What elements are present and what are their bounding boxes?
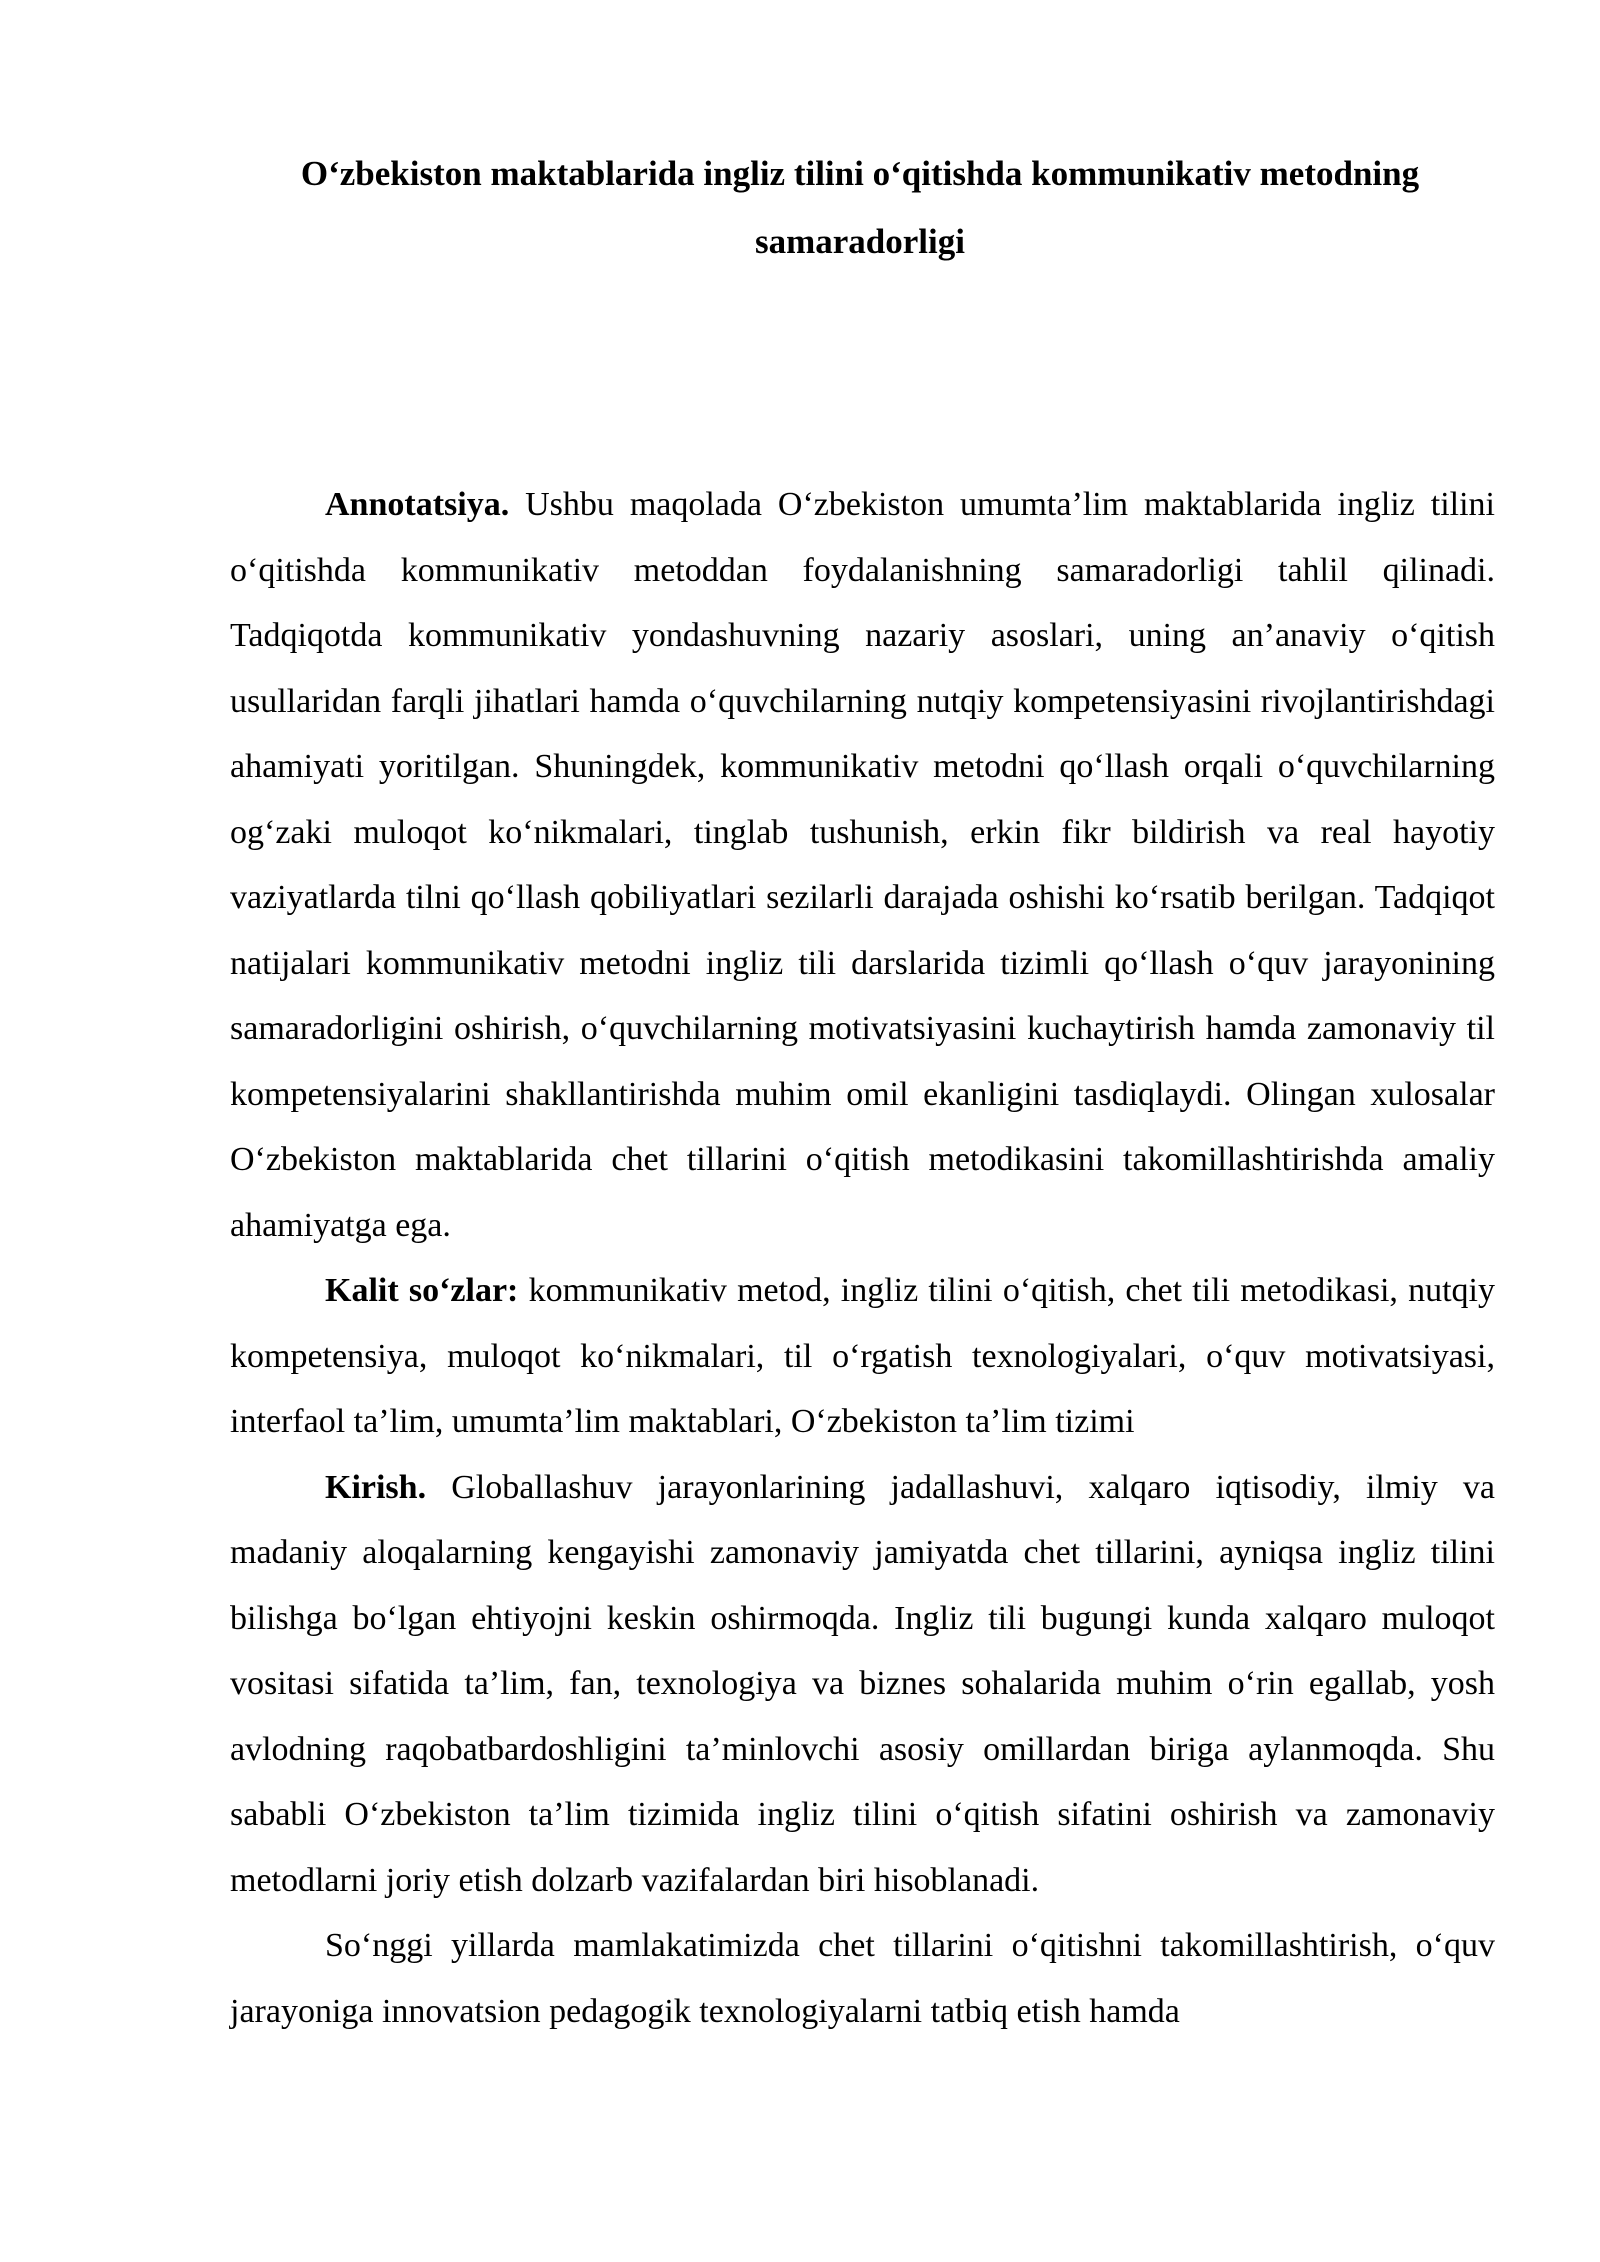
annotation-label: Annotatsiya. — [325, 486, 510, 523]
keywords-label: Kalit so‘zlar: — [325, 1272, 519, 1309]
annotation-paragraph — [230, 472, 1495, 1258]
paper-title: O‘zbekiston maktablarida ingliz tilini o‘qitishda kommunikativ metodning samaradorligi — [300, 154, 1420, 261]
paragraph2-text: So‘nggi yillarda mamlakatimizda chet tillarini o‘qitishni takomillashtirish, o‘quv jarayoniga innovatsion pedagogik texnologiyalarni tatbiq etish hamda — [230, 1927, 1495, 2030]
body-paragraph — [230, 1913, 1495, 2044]
intro-paragraph — [230, 1455, 1495, 1914]
keywords-paragraph — [230, 1258, 1495, 1455]
intro-text: Globallashuv jarayonlarining jadallashuvi, xalqaro iqtisodiy, ilmiy va madaniy aloqalarning kengayishi zamonaviy jamiyatda chet tillarini, ayniqsa ingliz tilini bilishga bo‘lgan ehtiyojni keskin oshirmoqda. Ingliz tili bugungi kunda xalqaro muloqot vositasi sifatida ta’lim, fan, texnologiya va biznes sohalarida muhim o‘rin egallab, yosh avlodning raqobatbardoshligini ta’minlovchi asosiy omillardan biriga aylanmoqda. Shu sababli O‘zbekiston ta’lim tizimida ingliz tilini o‘qitish sifatini oshirish va zamonaviy metodlarni joriy etish dolzarb vazifalardan biri hisoblanadi. — [230, 1468, 1495, 1899]
annotation-text: Ushbu maqolada O‘zbekiston umumta’lim maktablarida ingliz tilini o‘qitishda kommunikativ metoddan foydalanishning samaradorligi tahlil qilinadi. Tadqiqotda kommunikativ yondashuvning nazariy asoslari, uning an’anaviy o‘qitish usullaridan farqli jihatlari hamda o‘quvchilarning nutqiy kompetensiyasini rivojlantirishdagi ahamiyati yoritilgan. Shuningdek, kommunikativ metodni qo‘llash orqali o‘quvchilarning og‘zaki muloqot ko‘nikmalari, tinglab tushunish, erkin fikr bildirish va real hayotiy vaziyatlarda tilni qo‘llash qobiliyatlari sezilarli darajada oshishi ko‘rsatib berilgan. Tadqiqot natijalari kommunikativ metodni ingliz tili darslarida tizimli qo‘llash o‘quv jarayonining samaradorligini oshirish, o‘quvchilarning motivatsiyasini kuchaytirish hamda zamonaviy til kompetensiyalarini shakllantirishda muhim omil ekanligini tasdiqlaydi. Olingan xulosalar O‘zbekiston maktablarida chet tillarini o‘qitish metodikasini takomillashtirishda amaliy ahamiyatga ega. — [230, 486, 1495, 1244]
intro-label: Kirish. — [325, 1468, 427, 1506]
keywords-text: kommunikativ metod, ingliz tilini o‘qitish, chet tili metodikasi, nutqiy kompetensiya, muloqot ko‘nikmalari, til o‘rgatish texnologiyalari, o‘quv motivatsiyasi, interfaol ta’lim, umumta’lim maktablari, O‘zbekiston ta’lim tizimi — [230, 1272, 1495, 1440]
paper-body — [230, 472, 1495, 2044]
